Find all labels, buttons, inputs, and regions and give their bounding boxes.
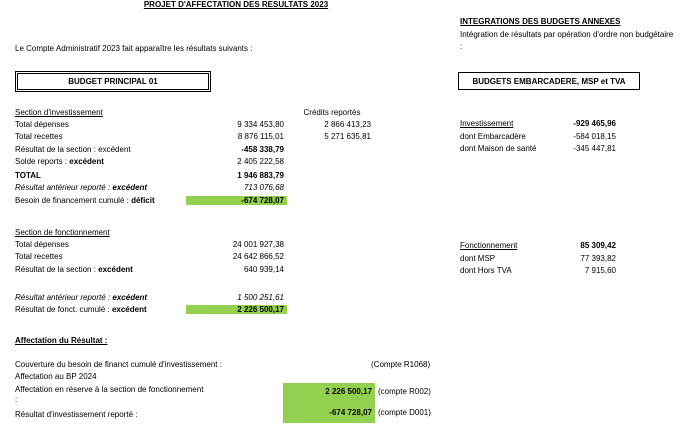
row-label: Résultat de la section : excédent (15, 144, 131, 154)
row-spacer (15, 275, 374, 291)
row-label: Résultat antérieur reporté : excédent (15, 183, 148, 193)
reporte-label: Résultat d'investissement reporté : (15, 410, 138, 419)
table-row-total (15, 169, 374, 181)
annex-section-header: Fonctionnement (460, 240, 518, 250)
row-value: 9 334 453,80 (237, 119, 284, 129)
compte-r1068-note: (Compte R1068) (371, 360, 431, 369)
annex-header-row (460, 239, 616, 252)
budget-principal-box (15, 71, 211, 92)
reserve-value: 2 226 500,17 (325, 387, 372, 396)
row-credits: 2 866 413,23 (324, 119, 371, 129)
annexes-subtitle-colon: : (460, 42, 463, 51)
row-value: 1 946 883,79 (237, 171, 284, 181)
reserve-label: Affectation en réserve à la section de fonctionnement (15, 385, 204, 394)
compte-r002-note: (compte R002) (378, 387, 431, 396)
row-label: Résultat antérieur reporté : excédent (15, 292, 148, 302)
annex-section-header: Investissement (460, 118, 514, 128)
annex-row-maison (460, 142, 616, 155)
row-label: TOTAL (15, 171, 41, 181)
annex-total-value: 85 309,42 (580, 240, 616, 250)
annex-header-row (460, 117, 616, 130)
fonct-header-row (15, 226, 374, 238)
row-value: 713 076,68 (243, 183, 284, 193)
row-value-highlighted: 2 226 500,17 (186, 305, 287, 314)
budget-principal-label: BUDGET PRINCIPAL 01 (68, 77, 158, 86)
row-label: Total recettes (15, 132, 63, 142)
row-value: 8 876 115,01 (237, 132, 284, 142)
fonct-section-header: Section de fonctionnement (15, 227, 110, 237)
row-value: -458 338,79 (241, 144, 284, 154)
table-row-anterieur (15, 182, 374, 194)
page-title: PROJET D'AFFECTATION DES RESULTATS 2023 (143, 0, 329, 9)
table-row-besoin (15, 194, 374, 206)
annex-row-horstva (460, 264, 616, 277)
row-label: Total dépenses (15, 119, 69, 129)
budgets-annexes-box (458, 72, 640, 90)
table-row-recettes (15, 131, 374, 143)
table-row-depenses (15, 118, 374, 130)
credits-header: Crédits reportés (303, 107, 361, 117)
row-value: 24 001 927,38 (232, 239, 284, 249)
invest-table (15, 106, 374, 206)
table-row-anterieur (15, 291, 374, 303)
couverture-label: Couverture du besoin de financt cumulé d'investissement : (15, 360, 222, 369)
row-label: Résultat de fonct. cumulé : excédent (15, 305, 147, 315)
table-row-recettes (15, 251, 374, 263)
row-label: dont Embarcadère (460, 131, 526, 141)
fonct-table (15, 226, 374, 316)
invest-section-header: Section d'investissement (15, 107, 103, 117)
row-label: dont MSP (460, 253, 496, 263)
reporte-value: -674 728,07 (329, 408, 372, 417)
row-label: dont Maison de santé (460, 144, 537, 154)
table-row-depenses (15, 238, 374, 250)
row-value: 77 393,82 (580, 253, 616, 263)
annex-row-embarcadere (460, 130, 616, 143)
annex-total-value: -929 465,96 (573, 118, 616, 128)
annex-row-msp (460, 252, 616, 265)
row-label: Résultat de la section : excédent (15, 264, 133, 274)
annex-invest-block (460, 117, 616, 155)
affectation-title: Affectation du Résultat : (15, 336, 108, 345)
row-label: Solde reports : excédent (15, 156, 104, 166)
table-row-cumule (15, 303, 374, 315)
annex-fonct-block (460, 239, 616, 277)
row-label: dont Hors TVA (460, 266, 512, 276)
row-value: 1 500 251,61 (237, 292, 284, 302)
row-label: Total dépenses (15, 239, 69, 249)
compte-d001-note: (compte D001) (378, 408, 431, 417)
table-row-resultat (15, 263, 374, 275)
row-value: 7 915,60 (584, 266, 616, 276)
row-value: -345 447,81 (573, 144, 616, 154)
table-row-solde (15, 155, 374, 167)
row-value: -584 018,15 (573, 131, 616, 141)
row-value: 640 939,14 (243, 264, 284, 274)
invest-header-row (15, 106, 374, 118)
annexes-subtitle: Intégration de résultats par opération d'ordre non budgétaire (460, 30, 674, 39)
row-label: Total recettes (15, 252, 63, 262)
table-row-resultat (15, 143, 374, 155)
colon-label: : (15, 395, 18, 404)
row-value-highlighted: -674 728,07 (186, 196, 287, 205)
budgets-annexes-label: BUDGETS EMBARCADERE, MSP et TVA (472, 76, 626, 86)
row-value: 2 405 222,58 (237, 156, 284, 166)
row-credits: 5 271 635,81 (324, 132, 371, 142)
annexes-title: INTEGRATIONS DES BUDGETS ANNEXES (460, 17, 621, 26)
row-label: Besoin de financement cumulé : déficit (15, 195, 155, 205)
intro-text: Le Compte Administratif 2023 fait apparaître les résultats suivants : (15, 44, 253, 53)
row-value: 24 642 866,52 (232, 252, 284, 262)
bp2024-label: Affectation au BP 2024 (15, 372, 97, 381)
